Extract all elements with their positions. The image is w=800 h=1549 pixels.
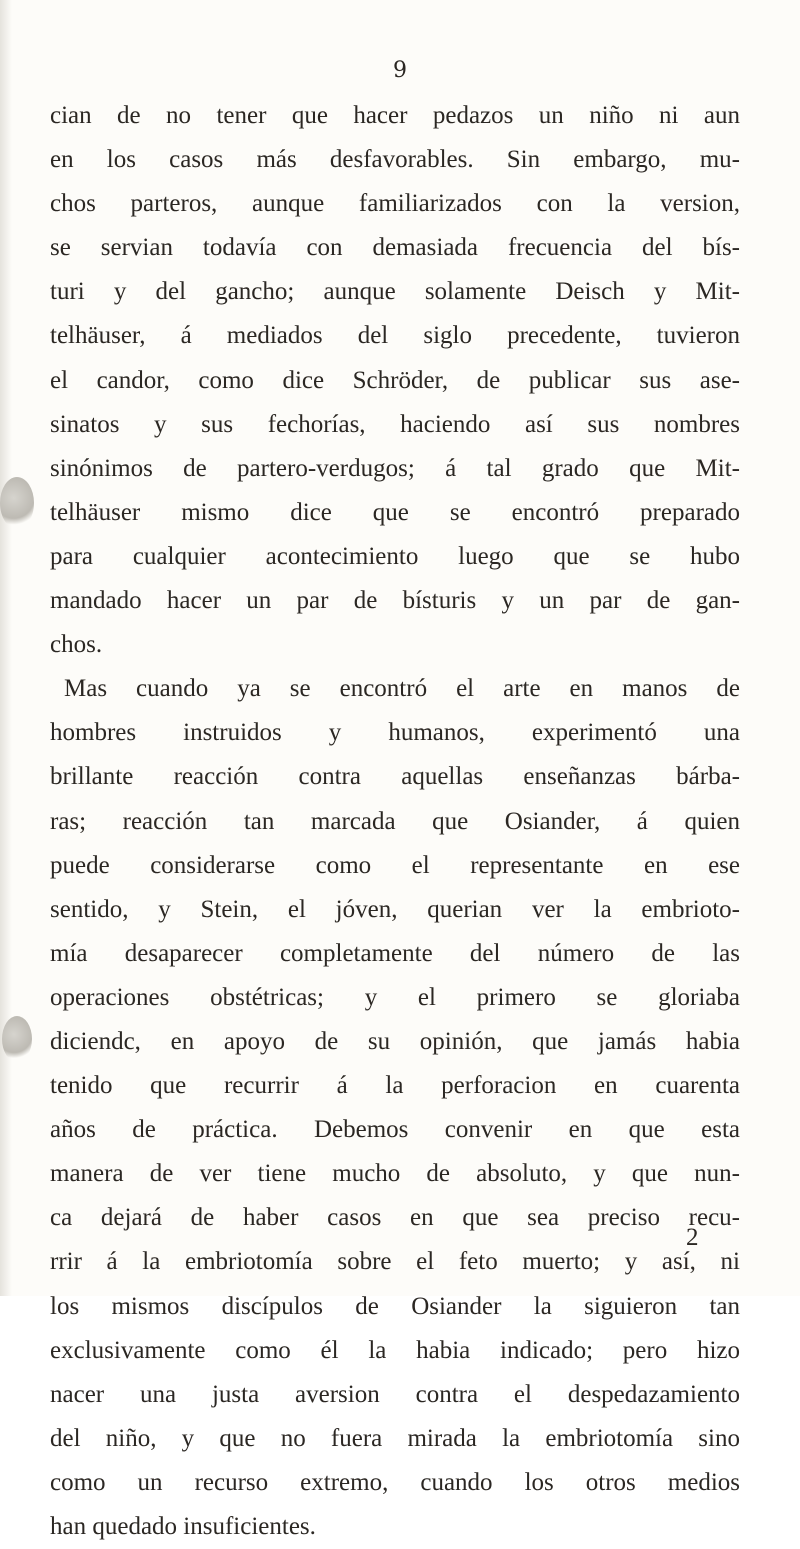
text-line: puede considerarse como el representante en ese <box>50 851 740 879</box>
text-line: rrir á la embriotomía sobre el feto muerto; y así, ni <box>50 1248 740 1276</box>
text-line: operaciones obstétricas; y el primero se gloriaba <box>50 983 740 1011</box>
page-number: 9 <box>393 58 407 83</box>
text-line: diciendc, en apoyo de su opinión, que jamás habia <box>50 1027 740 1055</box>
text-line: sinónimos de partero-verdugos; á tal grado que Mit- <box>50 454 740 482</box>
text-line: han quedado insuficientes. <box>50 1513 316 1540</box>
printer-signature-mark: 2 <box>686 1224 699 1251</box>
text-line: los mismos discípulos de Osiander la siguieron tan <box>50 1292 740 1320</box>
text-line: telhäuser, á mediados del siglo precedente, tuvieron <box>50 322 740 350</box>
text-line: Mas cuando ya se encontró el arte en manos de <box>64 675 740 703</box>
text-line: el candor, como dice Schröder, de publicar sus ase- <box>50 366 740 394</box>
text-line: en los casos más desfavorables. Sin embargo, mu- <box>50 146 740 174</box>
text-line: turi y del gancho; aunque solamente Deisch y Mit- <box>50 278 740 306</box>
text-line: chos parteros, aunque familiarizados con la version, <box>50 190 740 218</box>
text-line: tenido que recurrir á la perforacion en cuarenta <box>50 1072 740 1100</box>
text-line: cian de no tener que hacer pedazos un niño ni aun <box>50 102 740 129</box>
text-line: manera de ver tiene mucho de absoluto, y que nun- <box>50 1160 740 1188</box>
text-line: telhäuser mismo dice que se encontró preparado <box>50 498 740 526</box>
page-edge-shadow <box>0 0 12 1296</box>
text-line: mía desaparecer completamente del número de las <box>50 939 740 967</box>
text-line: como un recurso extremo, cuando los otros medios <box>50 1468 740 1496</box>
text-line: se servian todavía con demasiada frecuencia del bís- <box>50 234 740 262</box>
text-line: exclusivamente como él la habia indicado; pero hizo <box>50 1336 740 1364</box>
text-line: ca dejará de haber casos en que sea preciso recu- <box>50 1204 740 1232</box>
text-line: brillante reacción contra aquellas enseñanzas bárba- <box>50 763 740 791</box>
text-line: hombres instruidos y humanos, experimentó una <box>50 719 740 747</box>
text-line: nacer una justa aversion contra el despedazamiento <box>50 1380 740 1408</box>
text-line: del niño, y que no fuera mirada la embriotomía sino <box>50 1424 740 1452</box>
text-line: sinatos y sus fechorías, haciendo así sus nombres <box>50 410 740 438</box>
text-line: ras; reacción tan marcada que Osiander, á quien <box>50 807 740 835</box>
paper-stain <box>2 1016 32 1062</box>
text-line: para cualquier acontecimiento luego que se hubo <box>50 542 740 570</box>
text-line: mandado hacer un par de bísturis y un par de gan- <box>50 587 740 615</box>
paper-stain <box>0 477 34 529</box>
text-line: sentido, y Stein, el jóven, querian ver la embrioto- <box>50 895 740 923</box>
text-line: años de práctica. Debemos convenir en que esta <box>50 1116 740 1144</box>
body-text <box>50 94 740 1549</box>
text-line: chos. <box>50 631 103 659</box>
